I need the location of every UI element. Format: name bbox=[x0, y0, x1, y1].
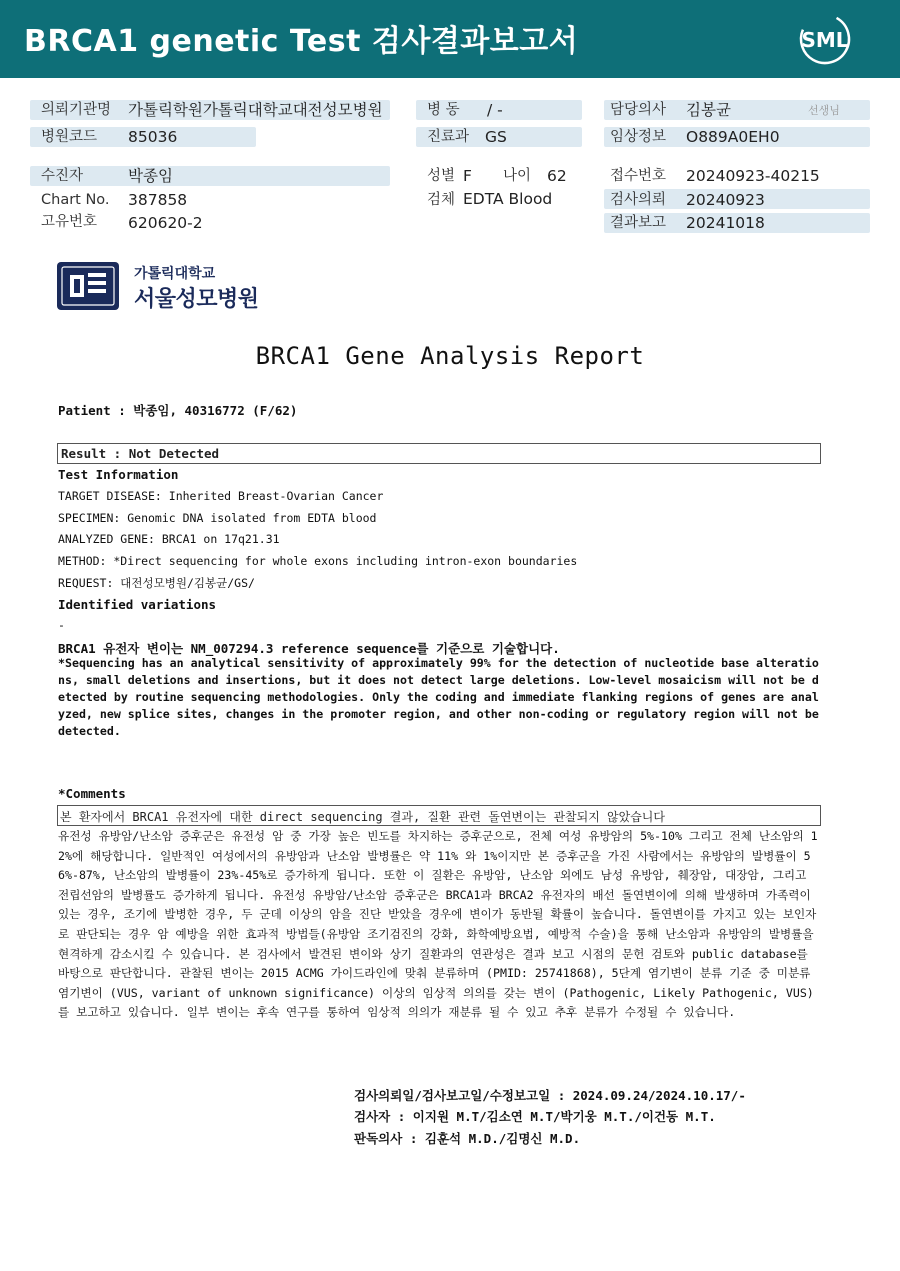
header-bar bbox=[0, 0, 900, 78]
result-text: Result : Not Detected bbox=[61, 446, 220, 461]
hospital-logo bbox=[56, 261, 276, 313]
identified-heading: Identified variations bbox=[58, 597, 217, 612]
sensitivity-note: *Sequencing has an analytical sensitivity of approximately 99% for the detection of nucleotide base alterations, small deletions and insertions, but it does not detect large deletions. Low-level mosaicism will not be detected by routine sequencing methodologies. Only the coding and immediate flanking regions of genes are analyzed, new splice sites, changes in the promoter region, and other non-coding or regulatory region will not be detected. bbox=[58, 656, 826, 738]
comments-heading: *Comments bbox=[58, 786, 126, 801]
comment-summary: 본 환자에서 BRCA1 유전자에 대한 direct sequencing 결과, 질환 관련 돌연변이는 관찰되지 않았습니다 bbox=[60, 810, 665, 824]
department-value: GS bbox=[485, 128, 507, 146]
age-value: 62 bbox=[547, 167, 567, 185]
specimen-label: 검체 bbox=[427, 192, 456, 208]
clinical-label: 임상정보 bbox=[610, 129, 667, 145]
sex-value: F bbox=[463, 167, 472, 185]
hospital-code-value: 85036 bbox=[128, 128, 178, 146]
age-label: 나이 bbox=[503, 168, 532, 184]
dates-line: 검사의뢰일/검사보고일/수정보고일 : 2024.09.24/2024.10.17/- bbox=[354, 1088, 746, 1103]
report-label: 결과보고 bbox=[610, 215, 667, 231]
sml-logo-icon bbox=[796, 10, 856, 68]
institution-value: 가톨릭학원가톨릭대학교대전성모병원 bbox=[128, 101, 383, 119]
unique-label: 고유번호 bbox=[41, 214, 98, 230]
page-title: BRCA1 genetic Test 검사결과보고서 bbox=[24, 24, 579, 59]
clinical-value: O889A0EH0 bbox=[686, 128, 780, 146]
doctor-label: 담당의사 bbox=[610, 102, 667, 118]
patient-value: 박종임 bbox=[128, 167, 173, 185]
doctors-line: 판독의사 : 김훈석 M.D./김명신 M.D. bbox=[354, 1131, 581, 1146]
testers-line: 검사자 : 이지원 M.T/김소연 M.T/박기웅 M.T./이건동 M.T. bbox=[354, 1109, 716, 1124]
doctor-suffix: 선생님 bbox=[808, 104, 840, 117]
department-label: 진료과 bbox=[427, 129, 470, 145]
request-label: 검사의뢰 bbox=[610, 192, 667, 208]
request-value: 20240923 bbox=[686, 191, 765, 209]
chart-label: Chart No. bbox=[41, 192, 110, 208]
doctor-value: 김봉균 bbox=[686, 101, 731, 119]
chart-value: 387858 bbox=[128, 191, 188, 209]
identified-value: - bbox=[58, 618, 65, 632]
report-title: BRCA1 Gene Analysis Report bbox=[255, 342, 645, 370]
patient-bar bbox=[30, 166, 390, 186]
patient-label: 수진자 bbox=[41, 168, 84, 184]
test-info-heading: Test Information bbox=[58, 467, 179, 482]
reference-note: BRCA1 유전자 변이는 NM_007294.3 reference sequence를 기준으로 기술합니다. bbox=[58, 641, 560, 656]
hospital-emblem-icon bbox=[56, 261, 120, 311]
hospital-code-label: 병원코드 bbox=[41, 129, 98, 145]
specimen-line: SPECIMEN: Genomic DNA isolated from EDTA blood bbox=[58, 511, 377, 525]
request-line: REQUEST: 대전성모병원/김봉균/GS/ bbox=[58, 576, 255, 590]
hospital-name-line1: 가톨릭대학교 bbox=[134, 266, 216, 282]
specimen-value: EDTA Blood bbox=[463, 190, 553, 208]
result-box bbox=[57, 443, 821, 464]
institution-label: 의뢰기관명 bbox=[41, 102, 112, 118]
method-line: METHOD: *Direct sequencing for whole exons including intron-exon boundaries bbox=[58, 554, 578, 568]
patient-line: Patient : 박종임, 40316772 (F/62) bbox=[58, 403, 298, 418]
comment-body: 유전성 유방암/난소암 증후군은 유전성 암 중 가장 높은 빈도를 차지하는 증후군으로, 전체 여성 유방암의 5%-10% 그리고 전체 난소암의 12%에 해당합니다. 일반적인 여성에서의 유방암과 난소암 발병률은 약 11% 와 1%이지만 본 증후군을 가진 사람에서는 유방암의 발병률이 56%-87%, 난소암의 발병률이 23%-45%로 증가하게 됩니다. 또한 이 질환은 유방암, 난소암 외에도 남성 유방암, 췌장암, 대장암, 그리고 전립선암의 발병률도 증가하게 됩니다. 유전성 유방암/난소암 증후군은 BRCA1과 BRCA2 유전자의 배선 돌연변이에 의해 발생하며 가족력이 있는 경우, 조기에 발병한 경우, 두 군데 이상의 암을 진단 받았을 경우에 변이가 동반될 확률이 높습니다. 돌연변이를 가지고 있는 보인자로 판단되는 경우 암 예방을 위한 효과적 방법들(유방암 조기검진의 강화, 화학예방요법, 예방적 수술)을 통해 난소암과 유방암의 발병률을 현격하게 감소시킬 수 있습니다. 본 검사에서 발견된 변이와 상기 질환과의 연관성은 결과 보고 시점의 문헌 검토와 public database를 바탕으로 판단합니다. 관찰된 변이는 2015 ACMG 가이드라인에 맞춰 분류하며 (PMID: 25741868), 5단계 염기변이 분류 기준 중 미분류 염기변이 (VUS, variant of unknown significance) 이상의 임상적 의의를 갖는 변이 (Pathogenic, Likely Pathogenic, VUS) 를 보고하고 있습니다. 일부 변이는 후속 연구를 통하여 임상적 의의가 재분류 될 수 있고 추후 분류가 수정될 수 있습니다. bbox=[58, 829, 821, 1020]
logo-text: SML bbox=[801, 28, 849, 52]
ward-label: 병 동 bbox=[427, 102, 460, 118]
sex-label: 성별 bbox=[427, 168, 456, 184]
analyzed-gene: ANALYZED GENE: BRCA1 on 17q21.31 bbox=[58, 532, 280, 546]
report-value: 20241018 bbox=[686, 214, 765, 232]
ward-value: / - bbox=[487, 101, 503, 119]
receipt-label: 접수번호 bbox=[610, 168, 667, 184]
unique-value: 620620-2 bbox=[128, 214, 203, 232]
comment-summary-box bbox=[57, 805, 821, 826]
target-disease: TARGET DISEASE: Inherited Breast-Ovarian Cancer bbox=[58, 489, 384, 503]
receipt-value: 20240923-40215 bbox=[686, 167, 820, 185]
hospital-name-line2: 서울성모병원 bbox=[134, 287, 259, 312]
